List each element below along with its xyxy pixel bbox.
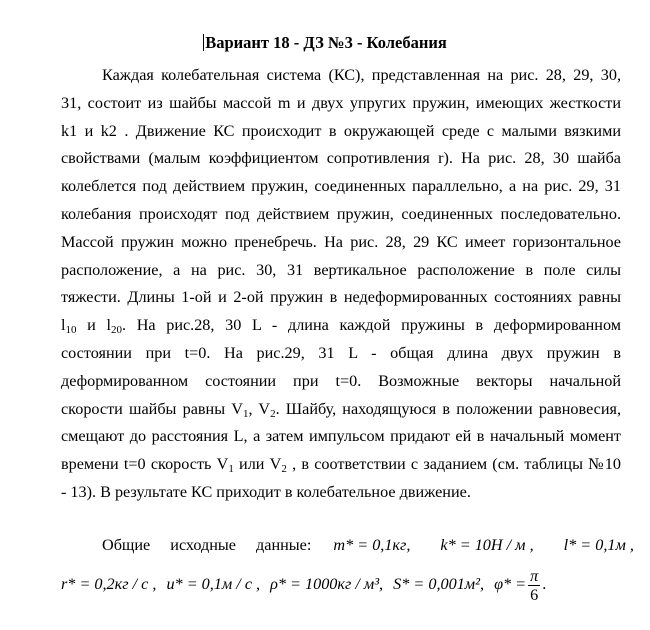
subscript: 1	[242, 407, 249, 420]
paragraph-line	[61, 451, 621, 479]
line-part: . На рис.28, 30 L - длина каждой пружины в деформированном	[121, 316, 621, 335]
formula-line-2	[61, 567, 631, 604]
formula-velocity: u* = 0,1м / с ,	[166, 575, 261, 594]
paragraph-line: k1 и k2 . Движение КС происходит в окружающей среде с малыми вязкими	[61, 121, 621, 140]
paragraph-line: расположение, а на рис. 30, 31 вертикальное расположение в поле силы	[61, 260, 621, 279]
paragraph-line: смещают до расстояния L, а затем импульсом придают ей в начальный момент	[61, 427, 621, 446]
subscript: 2	[270, 407, 276, 420]
paragraph-line	[61, 312, 621, 340]
formula-label: Общие исходные данные:	[102, 536, 312, 554]
paragraph-line: - 13). В результате КС приходит в колебательное движение.	[61, 482, 471, 501]
formula-density: ρ* = 1000кг / м³,	[270, 575, 384, 594]
formula-resistance: r* = 0,2кг / с ,	[61, 575, 157, 594]
paragraph-line: тяжести. Длины 1-ой и 2-ой пружин в недеформированных состояниях равны	[61, 288, 621, 307]
page-title	[0, 33, 650, 53]
line-part: , в соответствии с заданием (см. таблицы №10	[286, 455, 621, 474]
paragraph-line: Каждая колебательная система (КС), представленная на рис. 28, 29, 30,	[102, 66, 621, 84]
line-part: l	[61, 316, 66, 335]
title-text: Вариант 18 - ДЗ №3 - Колебания	[205, 33, 447, 52]
line-part: , V	[248, 399, 271, 418]
line-part: . Шайбу, находящуюся в положении равновесия,	[275, 399, 621, 418]
paragraph-line: 31, состоит из шайбы массой m и двух упругих пружин, имеющих жесткости	[61, 93, 621, 112]
line-part: скорости шайбы равны V	[61, 399, 243, 418]
subscript: 1	[228, 463, 234, 476]
line-part: и l	[76, 316, 111, 335]
formula-line-1	[61, 536, 634, 555]
fraction-numerator: π	[530, 567, 539, 585]
paragraph-line: свойствами (малым коэффициентом сопротивления r). На рис. 28, 30 шайба	[61, 149, 621, 168]
line-part: или V	[233, 455, 282, 474]
paragraph-line: колебания происходят под действием пружин, соединенных последовательно.	[61, 204, 621, 223]
formula-area: S* = 0,001м²,	[393, 575, 485, 594]
subscript: 10	[65, 324, 77, 337]
paragraph-line: состоянии при t=0. На рис.29, 31 L - общая длина двух пружин в	[61, 343, 621, 362]
fraction-denominator: 6	[530, 586, 539, 604]
paragraph-line: деформированном состоянии при t=0. Возможные векторы начальной	[61, 371, 621, 390]
problem-paragraph	[61, 62, 621, 507]
line-part: времени t=0 скорость V	[61, 455, 229, 474]
formula-end: .	[542, 575, 547, 594]
fraction	[528, 567, 540, 604]
subscript: 2	[281, 463, 287, 476]
formula-stiffness: k* = 10H / м ,	[440, 536, 534, 554]
subscript: 20	[110, 324, 122, 337]
formula-mass: m* = 0,1кг,	[333, 536, 411, 554]
formula-length: l* = 0,1м ,	[563, 536, 634, 554]
paragraph-line: Массой пружин можно пренебречь. На рис. 28, 29 КС имеет горизонтальное	[61, 232, 621, 251]
paragraph-line: колеблется под действием пружин, соединенных параллельно, а на рис. 29, 31	[61, 177, 621, 196]
paragraph-line	[61, 396, 621, 424]
formula-angle: φ* =	[494, 575, 527, 594]
